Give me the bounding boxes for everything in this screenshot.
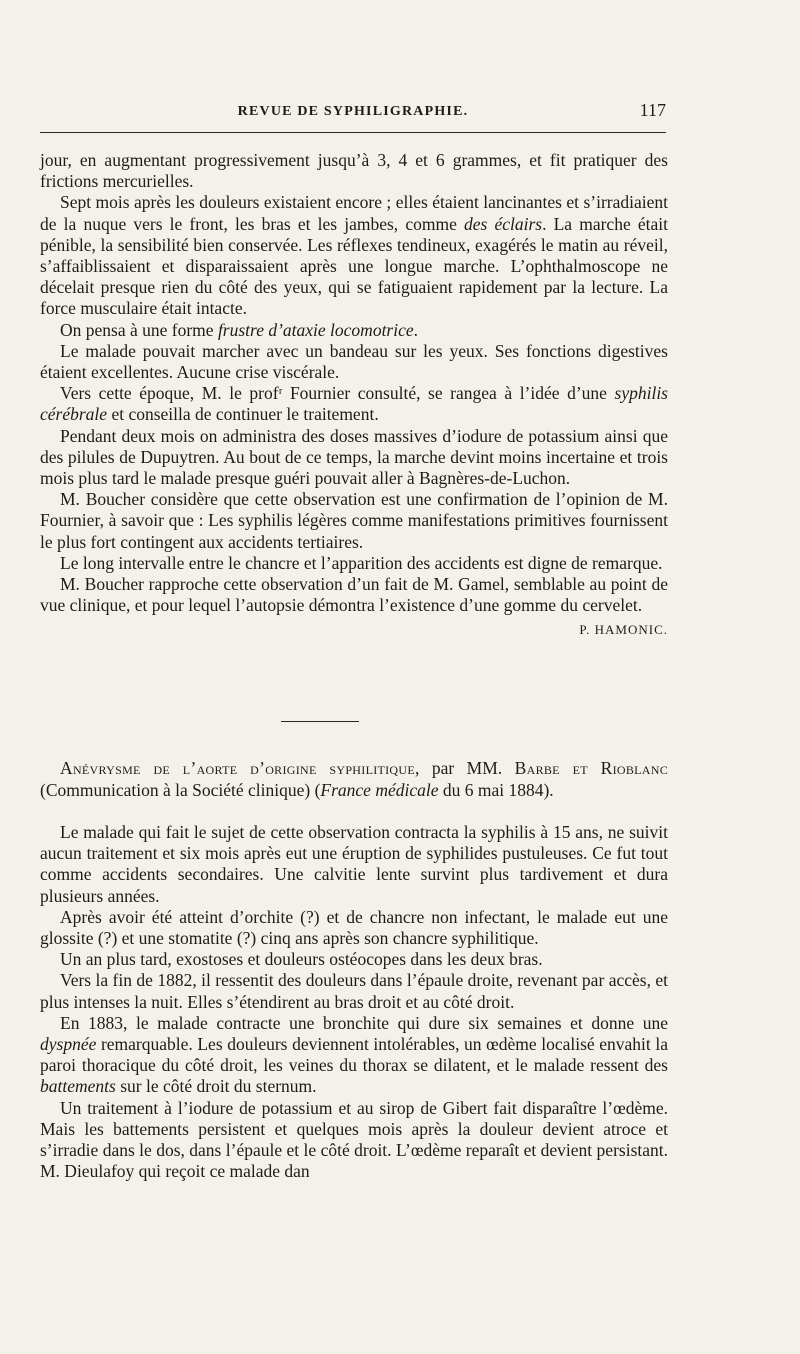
heading-text: (Communication à la Société clinique) ( [40, 780, 321, 800]
paragraph [40, 949, 668, 970]
paragraph-text: sur le côté droit du sternum. [115, 1076, 317, 1097]
paragraph [40, 192, 668, 319]
italic-phrase: des éclairs [463, 213, 543, 234]
paragraph [40, 320, 668, 341]
paragraph-text: . La marche était pénible, la sensibilité bien conservée. Les réflexes tendineux, exagérés le matin au réveil, s’affaiblissaient et disparaissaient après une longue marche. L’ophthalmoscope ne décelait presque rien du côté des yeux, qui se fatiguaient rapidement par la lecture. La force musculaire était intacte. [40, 213, 668, 319]
paragraph-text: M. Boucher considère que cette observation est une confirmation de l’opinion de M. Fournier, à savoir que : Les syphilis légères comme manifestations primitives fournissent le plus fort contingent aux accidents tertiaires. [40, 489, 668, 552]
journal-name: France médicale [320, 780, 439, 800]
paragraph-text: En 1883, le malade contracte une bronchite qui dure six semaines et donne une [60, 1012, 668, 1033]
paragraph [40, 1098, 668, 1183]
paragraph-text: remarquable. Les douleurs deviennent intolérables, un œdème localisé envahit la paroi thoracique du côté droit, les veines du thorax se dilatent, et le malade ressent des [40, 1034, 668, 1076]
header-rule [40, 132, 666, 133]
page-number: 117 [639, 100, 666, 120]
section-separator [281, 721, 359, 722]
paragraph-text: jour, en augmentant progressivement jusqu’à 3, 4 et 6 grammes, et fit pratiquer des frictions mercurielles. [40, 150, 668, 192]
paragraph-text: . [413, 319, 419, 340]
paragraph-text: Vers cette époque, M. le profʳ Fournier consulté, se rangea à l’idée d’une [60, 383, 615, 404]
paragraph [40, 489, 668, 553]
paragraph [40, 970, 668, 1012]
article-authors: Barbe et Rioblanc [514, 758, 668, 778]
paragraph [40, 1013, 668, 1098]
heading-text: du 6 mai 1884). [438, 780, 554, 800]
paragraph-text: Un an plus tard, exostoses et douleurs ostéocopes dans les deux bras. [60, 949, 543, 970]
review-article [40, 757, 668, 1182]
spacer [40, 801, 668, 822]
article-heading [40, 757, 668, 801]
italic-phrase: d’ataxie locomotrice [263, 319, 414, 340]
paragraph [40, 822, 668, 907]
paragraph-text: Vers la fin de 1882, il ressentit des douleurs dans l’épaule droite, revenant par accès, et plus intenses la nuit. Elles s’étendirent au bras droit et au côté droit. [40, 970, 668, 1012]
italic-phrase: frustre [217, 319, 264, 340]
paragraph-text: Le malade qui fait le sujet de cette observation contracta la syphilis à 15 ans, ne suivit aucun traitement et six mois après eut une éruption de syphilides pustuleuses. Ce fut tout comme accidents secondaires. Une calvitie lente survint plus tardivement et dura plusieurs années. [40, 822, 668, 906]
italic-phrase: dyspnée [40, 1034, 97, 1055]
paragraph-text: Sept mois après les douleurs existaient encore ; elles étaient lancinantes et s’irradiaient de la nuque vers le front, les bras et les jambes, comme [40, 192, 668, 234]
page-header [40, 96, 666, 122]
paragraph-text: Après avoir été atteint d’orchite (?) et de chancre non infectant, le malade eut une glossite (?) et une stomatite (?) cinq ans après son chancre syphilitique. [40, 906, 668, 949]
paragraph-text: Un traitement à l’iodure de potassium et au sirop de Gibert fait disparaître l’œdème. Mais les battements persistent et quelques mois après la douleur devient atroce et s’irradie dans le dos, dans l’épaule et le côté droit. L’œdème reparaît et devient persistant. M. Dieulafoy qui reçoit ce malade dan [40, 1097, 668, 1182]
paragraph [40, 150, 668, 192]
paragraph [40, 553, 668, 574]
italic-phrase: syphilis cérébrale [40, 383, 668, 425]
paragraph-text: Le long intervalle entre le chancre et l’apparition des accidents est digne de remarque. [60, 552, 663, 573]
italic-phrase: battements [40, 1076, 116, 1097]
paragraph-text: Le malade pouvait marcher avec un bandeau sur les yeux. Ses fonctions digestives étaient excellentes. Aucune crise viscérale. [40, 340, 668, 383]
heading-text: , par MM. [415, 758, 515, 778]
article-title: Anévrysme de l’aorte d’origine syphilitique [60, 758, 415, 778]
paragraph-text: On pensa à une forme [60, 319, 218, 340]
review-section-continued [40, 150, 668, 641]
paragraph [40, 426, 668, 490]
paragraph [40, 383, 668, 425]
paragraph-text: M. Boucher rapproche cette observation d’un fait de M. Gamel, semblable au point de vue clinique, et pour lequel l’autopsie démontra l’existence d’une gomme du cervelet. [40, 574, 668, 616]
running-title: REVUE DE SYPHILIGRAPHIE. [237, 104, 469, 119]
author-signature: P. HAMONIC. [579, 622, 668, 638]
paragraph [40, 574, 668, 638]
paragraph [40, 341, 668, 383]
paragraph-text: Pendant deux mois on administra des doses massives d’iodure de potassium ainsi que des pilules de Dupuytren. Au bout de ce temps, la marche devint moins incertaine et trois mois plus tard le malade presque guéri pouvait aller à Bagnères-de-Luchon. [40, 425, 668, 489]
paragraph [40, 907, 668, 949]
paragraph-text: et conseilla de continuer le traitement. [107, 404, 379, 425]
